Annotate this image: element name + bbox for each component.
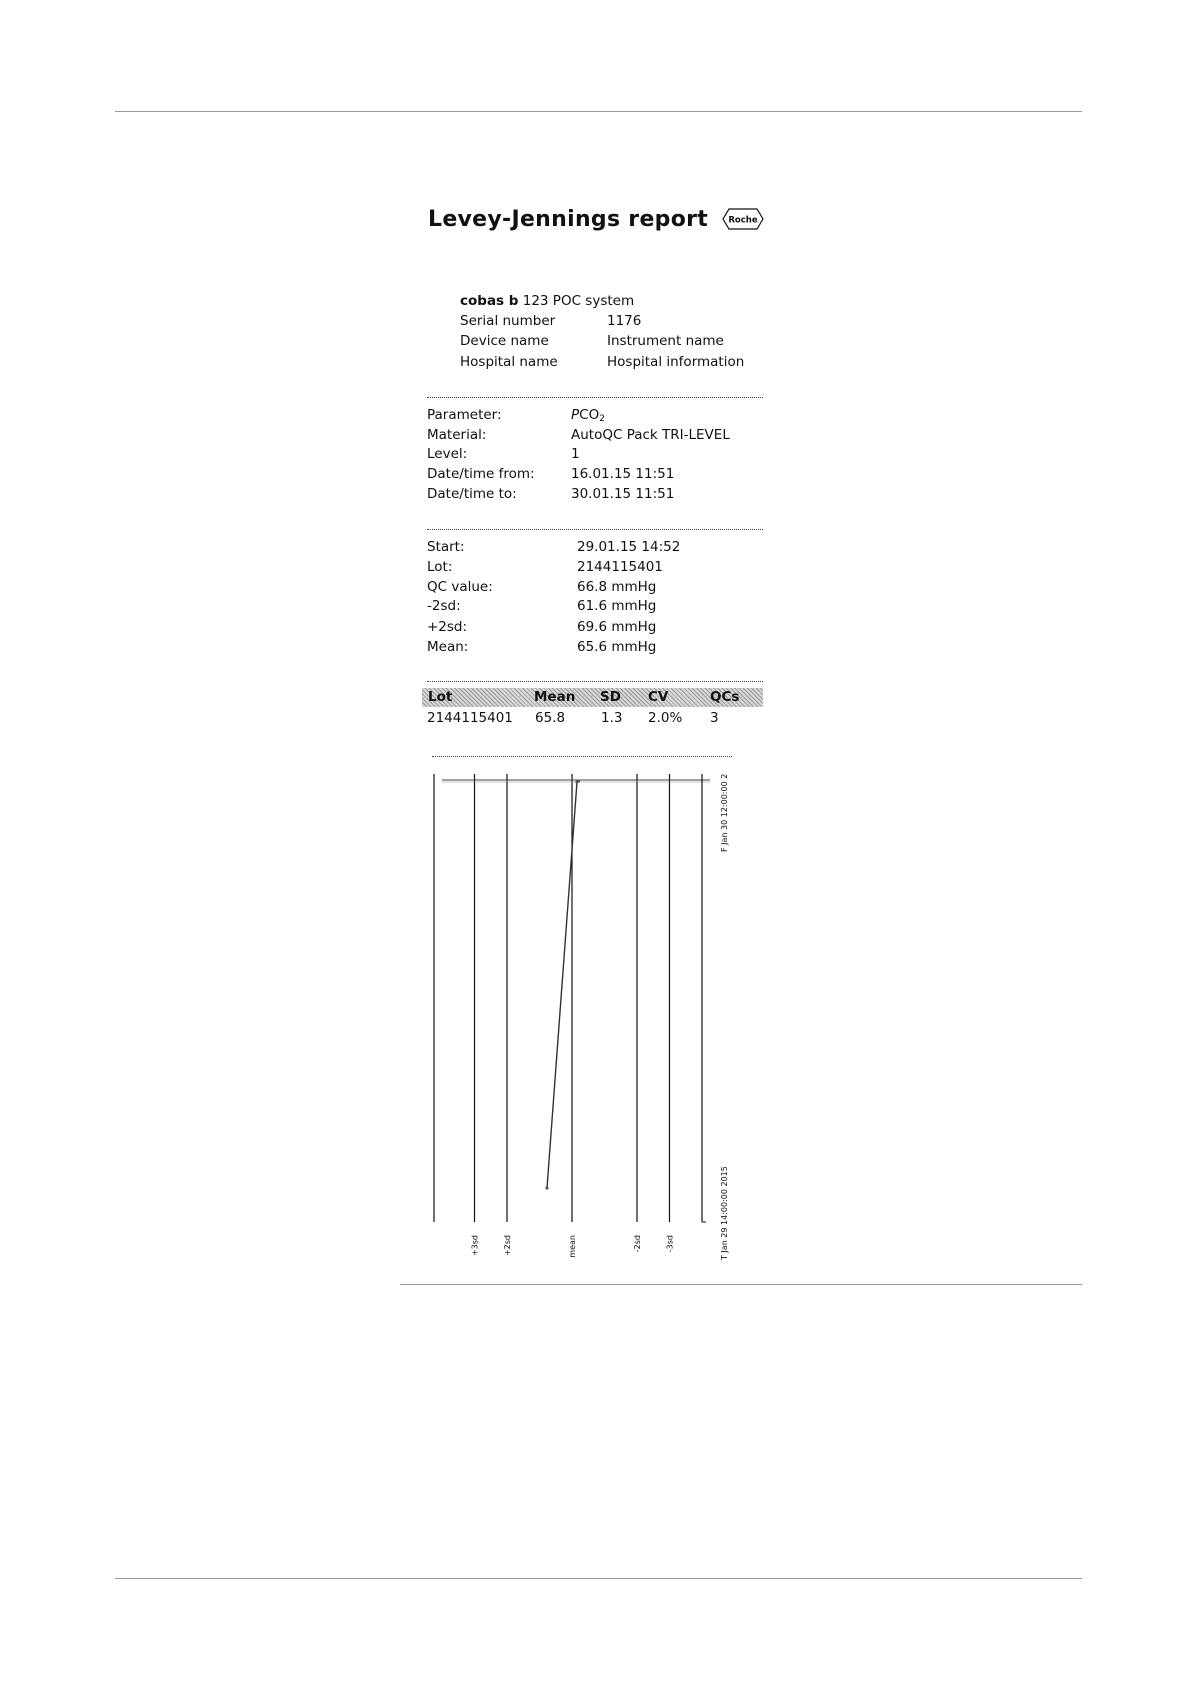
col-cv-header: CV — [648, 689, 669, 705]
qc-value: 66.8 mmHg — [577, 579, 657, 595]
series-line — [547, 781, 580, 1188]
level-label: Level: — [427, 446, 468, 462]
minus2sd-label: -2sd: — [427, 598, 461, 614]
chart-series — [545, 780, 580, 1189]
divider-2 — [427, 529, 763, 530]
ref-label--3sd: -3sd — [665, 1235, 675, 1253]
material-value: AutoQC Pack TRI-LEVEL — [571, 427, 730, 443]
table-cell-mean: 65.8 — [535, 710, 566, 726]
device-label: Device name — [460, 333, 549, 349]
parameter-p: P — [571, 407, 580, 423]
ref-label--2sd: -2sd — [633, 1235, 642, 1253]
bottom-rule — [115, 1578, 1082, 1579]
top-rule — [115, 111, 1082, 112]
lot-label: Lot: — [427, 559, 453, 575]
lot-value: 2144115401 — [577, 559, 663, 575]
levey-jennings-chart — [420, 750, 750, 1260]
qc-label: QC value: — [427, 579, 493, 595]
to-label: Date/time to: — [427, 486, 517, 502]
serial-label: Serial number — [460, 313, 556, 329]
ref-label-mean: mean — [568, 1235, 577, 1258]
table-cell-cv: 2.0% — [648, 710, 683, 726]
level-value: 1 — [571, 446, 580, 462]
mean-label: Mean: — [427, 639, 469, 655]
device-value: Instrument name — [607, 333, 724, 349]
mean-value: 65.6 mmHg — [577, 639, 657, 655]
table-cell-sd: 1.3 — [601, 710, 623, 726]
chart-time-start-label: T Jan 29 14:00:00 2015 — [720, 1166, 729, 1260]
parameter-label: Parameter: — [427, 407, 502, 423]
divider-3 — [427, 681, 763, 682]
report-title: Levey-Jennings report — [428, 207, 709, 232]
col-lot-header: Lot — [428, 689, 453, 705]
series-point-1 — [575, 780, 578, 783]
ref-label-+3sd: +3sd — [470, 1235, 480, 1257]
col-sd-header: SD — [600, 689, 621, 705]
table-cell-lot: 2144115401 — [427, 710, 513, 726]
series-point-0 — [545, 1186, 548, 1189]
from-value: 16.01.15 11:51 — [571, 466, 675, 482]
material-label: Material: — [427, 427, 487, 443]
col-mean-header: Mean — [534, 689, 576, 705]
start-value: 29.01.15 14:52 — [577, 539, 681, 555]
serial-value: 1176 — [607, 313, 642, 329]
from-label: Date/time from: — [427, 466, 535, 482]
hospital-label: Hospital name — [460, 354, 558, 370]
parameter-sub: 2 — [599, 414, 605, 424]
roche-logo-text: Roche — [728, 215, 758, 226]
minus2sd-value: 61.6 mmHg — [577, 598, 657, 614]
plus2sd-label: +2sd: — [427, 619, 468, 635]
chart-reference-lines — [434, 774, 675, 1258]
ref-label-+2sd: +2sd — [503, 1235, 512, 1257]
parameter-co: CO — [579, 407, 600, 423]
system-name — [460, 293, 634, 309]
to-value: 30.01.15 11:51 — [571, 486, 675, 502]
system-name-bold: cobas b — [460, 293, 519, 309]
hospital-value: Hospital information — [607, 354, 745, 370]
parameter-value — [571, 407, 605, 424]
middle-rule — [400, 1284, 1082, 1285]
col-qcs-header: QCs — [710, 689, 740, 705]
table-cell-qcs: 3 — [710, 710, 719, 726]
divider-1 — [427, 397, 763, 398]
roche-logo — [722, 208, 764, 230]
chart-time-end-label: F Jan 30 12:00:00 2 — [720, 773, 729, 852]
plus2sd-value: 69.6 mmHg — [577, 619, 657, 635]
start-label: Start: — [427, 539, 465, 555]
system-name-rest: 123 POC system — [522, 293, 635, 309]
